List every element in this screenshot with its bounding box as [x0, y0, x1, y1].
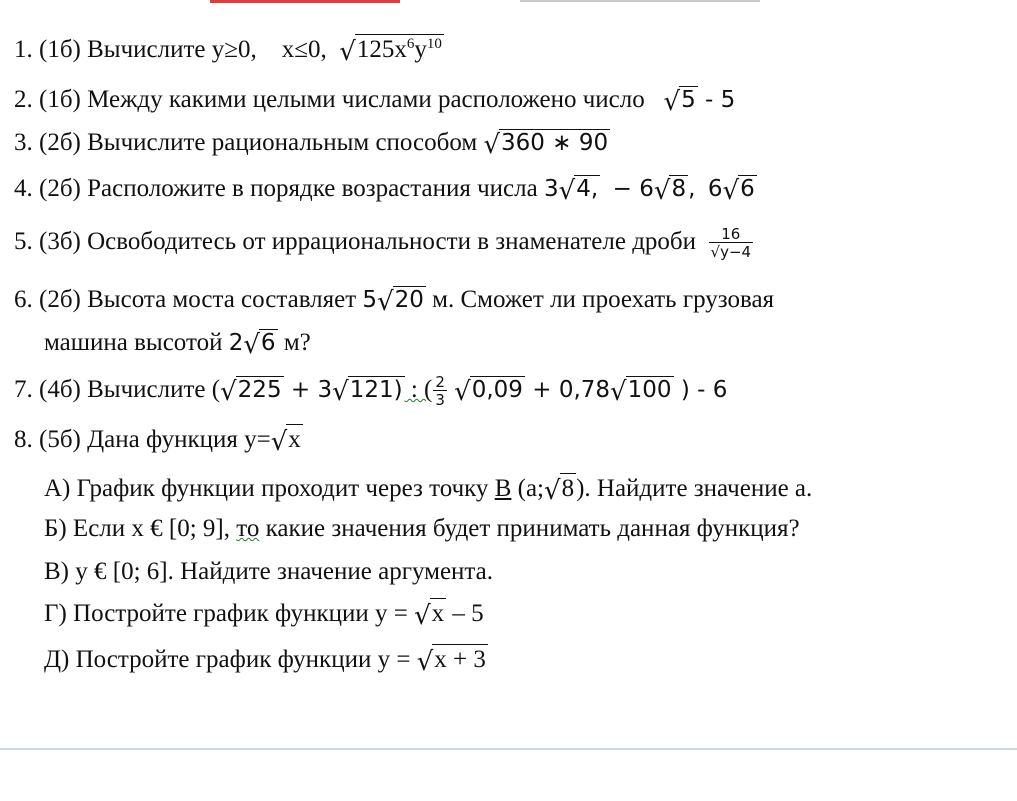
top-red-underline [210, 0, 400, 3]
top-gray-underline [520, 0, 760, 2]
sqrt-icon: √ [454, 377, 471, 407]
sqrt-icon: √ [377, 287, 394, 317]
task-6-line-2 [44, 327, 311, 359]
task-8-a [44, 473, 812, 505]
task-7-prefix: 7. (4б) Вычислите ( [14, 376, 221, 403]
task-8-b-prefix: Б) Если x € [0; 9], [44, 515, 237, 542]
task-5 [14, 216, 753, 268]
task-2 [14, 84, 735, 116]
task-4-a-radical [558, 175, 601, 206]
task-6-rad2: 6 [260, 330, 276, 356]
task-8-d-radical [416, 644, 488, 677]
task-4 [14, 173, 757, 205]
task-4-sep: , [688, 176, 696, 202]
task-7-fnum: 2 [435, 372, 445, 391]
task-7-radical-4 [610, 376, 673, 407]
task-7-rad4: 100 [627, 377, 672, 403]
task-7-radical-1 [220, 376, 283, 407]
task-3-rad: 360 ∗ 90 [501, 130, 609, 156]
task-5-prefix: 5. (3б) Освободитесь от иррациональности в знаменателе дроби [14, 228, 703, 255]
task-8-g [44, 598, 484, 630]
task-8-a-point: В [494, 475, 512, 502]
task-1-radical [339, 34, 444, 67]
task-7-rad2: 121) [349, 377, 403, 403]
task-7-colon: : ( [404, 376, 433, 403]
task-6-radical [377, 286, 426, 317]
task-1-exp1: 6 [406, 36, 415, 52]
task-4-prefix: 4. (2б) Расположите в порядке возрастания числа [14, 175, 544, 202]
sqrt-icon: √ [332, 377, 349, 407]
task-7-radical-2 [332, 376, 404, 407]
sqrt-icon: √ [339, 37, 356, 67]
sqrt-icon: √ [220, 377, 237, 407]
task-1-exp2: 10 [426, 36, 442, 52]
task-4-c-rad: 6 [740, 176, 755, 202]
sqrt-icon: √ [416, 647, 434, 677]
task-8-b [44, 513, 800, 545]
task-1-cond-y: y≥0, [211, 36, 257, 63]
task-2-rad: 5 [681, 87, 696, 113]
sqrt-icon: √ [610, 377, 627, 407]
task-8-d-rad: x + 3 [434, 646, 486, 673]
task-6-radical-2 [243, 329, 277, 360]
task-6-coef: 5 [362, 287, 378, 313]
sqrt-icon: √ [544, 476, 561, 506]
task-7-plus: + 3 [283, 377, 333, 403]
sqrt-icon: √ [653, 176, 671, 206]
task-6-rad: 20 [394, 287, 424, 313]
task-7-rad3: 0,09 [471, 377, 523, 403]
task-8-v-text: В) y € [0; 6]. Найдите значение аргумента. [44, 558, 494, 585]
task-8 [14, 424, 303, 456]
sqrt-icon: √ [710, 242, 721, 261]
task-8-d [44, 644, 488, 676]
task-6-line2-prefix: машина высотой [44, 329, 229, 356]
task-3-prefix: 3. (2б) Вычислите рациональным способом [14, 129, 484, 156]
task-5-numerator: 16 [721, 224, 741, 243]
task-7-radical-3 [454, 376, 525, 407]
sqrt-icon: √ [722, 176, 740, 206]
task-8-a-prefix: А) График функции проходит через точку [44, 475, 495, 502]
task-4-a-coef: 3 [543, 176, 559, 202]
task-8-g-prefix: Г) Постройте график функции y = [44, 600, 415, 627]
task-5-fraction [709, 226, 754, 261]
sqrt-icon: √ [270, 427, 288, 457]
task-8-a-tail: ). Найдите значение a. [576, 475, 813, 502]
task-2-tail: - 5 [697, 87, 736, 113]
task-1 [14, 34, 444, 66]
task-7-tail: ) - 6 [673, 377, 728, 403]
task-1-expr: 125x [356, 36, 407, 63]
task-6-tail: м. Сможет ли проехать грузовая [425, 286, 775, 313]
task-4-b-rad: 8 [671, 176, 687, 202]
task-8-radical [270, 424, 303, 457]
task-8-a-open: (a; [511, 475, 544, 502]
task-6-coef2: 2 [228, 330, 244, 356]
task-1-var2: y [414, 36, 427, 63]
task-4-c-radical [722, 175, 757, 206]
task-8-b-tail: какие значения будет принимать данная функция? [259, 515, 800, 542]
page-bottom-divider [0, 748, 1017, 750]
task-7-fden: 3 [435, 390, 445, 409]
task-4-b-radical [653, 175, 688, 206]
task-4-c-coef: 6 [707, 176, 723, 202]
task-8-v [44, 556, 493, 588]
task-3-radical [483, 129, 610, 160]
sqrt-icon: √ [243, 330, 260, 360]
task-8-g-radical [414, 598, 446, 631]
task-6-line-1 [14, 284, 774, 316]
sqrt-icon: √ [663, 87, 681, 117]
task-8-d-prefix: Д) Постройте график функции y = [44, 646, 417, 673]
task-8-prefix: 8. (5б) Дана функция y= [14, 426, 271, 453]
task-6-tail2: м? [277, 329, 311, 356]
task-8-g-tail: – 5 [446, 600, 484, 627]
task-1-prefix: 1. (1б) Вычислите [14, 36, 212, 63]
sqrt-icon: √ [483, 130, 501, 160]
task-5-den-rad: y [720, 242, 729, 261]
task-8-b-to: то [236, 515, 260, 542]
sqrt-icon: √ [414, 601, 431, 631]
task-7-plus2: + 0,78 [524, 377, 611, 403]
task-8-a-radical [544, 473, 576, 506]
task-7 [14, 370, 727, 410]
task-7-fraction [432, 374, 448, 409]
task-2-radical [663, 86, 698, 117]
task-6-prefix: 6. (2б) Высота моста составляет [14, 286, 363, 313]
task-3 [14, 127, 610, 159]
task-7-rad1: 225 [237, 377, 282, 403]
task-4-b-coef: − 6 [612, 176, 654, 202]
task-1-cond-x: x≤0, [281, 36, 327, 63]
task-8-rad: x [288, 426, 301, 453]
task-8-a-rad: 8 [561, 475, 575, 502]
task-2-prefix: 2. (1б) Между какими целыми числами расположено число [14, 86, 651, 113]
sqrt-icon: √ [558, 176, 576, 206]
task-8-g-rad: x [431, 600, 445, 627]
task-4-a-rad: 4, [576, 176, 599, 202]
task-5-den-tail: −4 [728, 242, 752, 261]
